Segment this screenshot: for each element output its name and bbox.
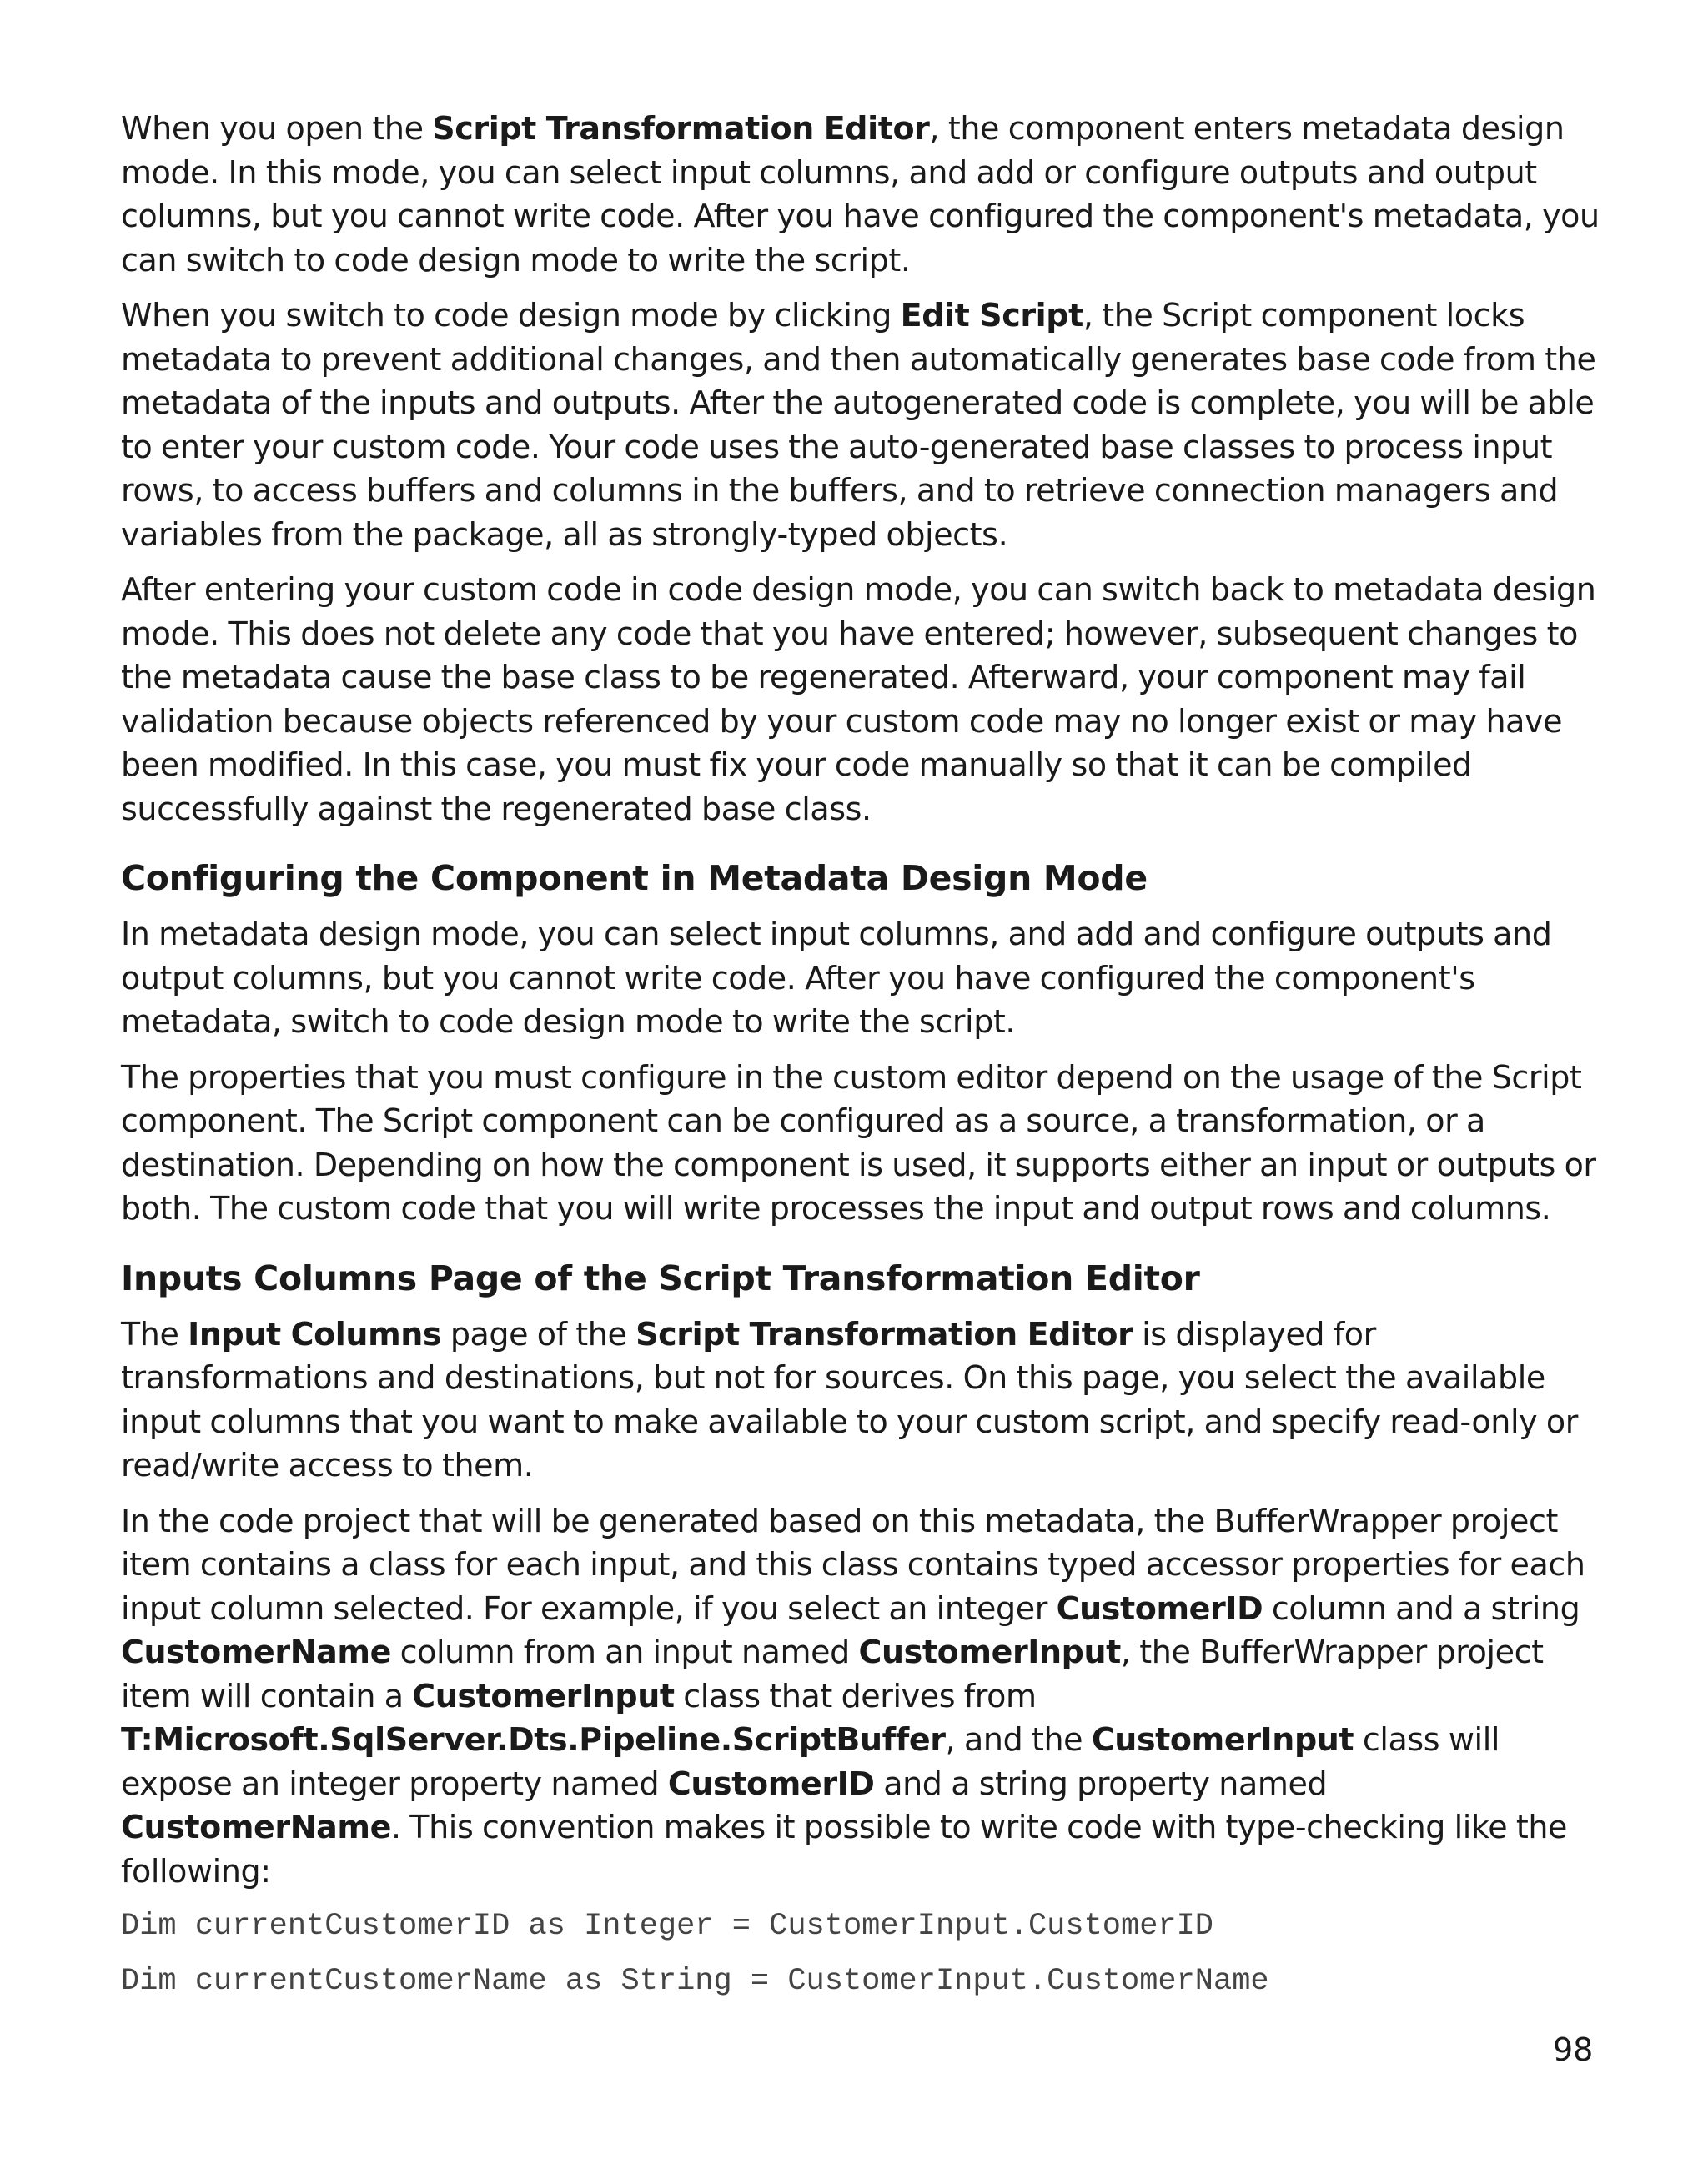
- paragraph: In metadata design mode, you can select input columns, and add and configure outputs and output columns, but you cannot write code. After you have configured the component's metadata, switch to code design mode to write the script.: [121, 916, 1552, 1040]
- bold-term: CustomerName: [121, 1809, 391, 1845]
- bold-term: CustomerID: [667, 1765, 875, 1802]
- paragraph: After entering your custom code in code design mode, you can switch back to metadata design mode. This does not delete any code that you have entered; however, subsequent changes to the metadata cause the base class to be regenerated. Afterward, your component may fail validation because objects referenced by your custom code may no longer exist or may have been modified. In this case, you must fix your code manually so that it can be compiled successfully against the regenerated base class.: [121, 571, 1596, 827]
- document-page: [121, 107, 1601, 2015]
- paragraph: In the code project that will be generated based on this metadata, the BufferWrapper project item contains a class for each input, and this class contains typed accessor properties for each input column selected. For example, if you select an integer CustomerID column and a string CustomerName column from an input named CustomerInput, the BufferWrapper project item will contain a CustomerInput class that derives from T:Microsoft.SqlServer.Dts.Pipeline.ScriptBuffer, and the CustomerInput class will expose an integer property named CustomerID and a string property named CustomerName. This convention makes it possible to write code with type-checking like the following:: [121, 1502, 1585, 1890]
- bold-term: T:Microsoft.SqlServer.Dts.Pipeline.ScriptBuffer: [121, 1721, 946, 1758]
- bold-term: CustomerInput: [858, 1634, 1121, 1670]
- section-heading: Inputs Columns Page of the Script Transformation Editor: [121, 1258, 1200, 1298]
- paragraph: The properties that you must configure in the custom editor depend on the usage of the Script component. The Script component can be configured as a source, a transformation, or a destination. Depending on how the component is used, it supports either an input or outputs or both. The custom code that you will write processes the input and output rows and columns.: [121, 1058, 1596, 1227]
- bold-term: CustomerInput: [412, 1677, 675, 1715]
- section-heading: Configuring the Component in Metadata Design Mode: [121, 858, 1148, 898]
- bold-term: Edit Script: [900, 297, 1083, 334]
- bold-term: CustomerInput: [1091, 1721, 1354, 1758]
- paragraph: The Input Columns page of the Script Transformation Editor is displayed for transformations and destinations, but not for sources. On this page, you select the available input columns that you want to make available to your custom script, and specify read-only or read/write access to them.: [121, 1315, 1578, 1484]
- bold-term: Script Transformation Editor: [635, 1315, 1133, 1353]
- bold-term: CustomerName: [121, 1634, 391, 1670]
- paragraph: When you open the Script Transformation Editor, the component enters metadata design mode. In this mode, you can select input columns, and add or configure outputs and output columns, but you cannot write code. After you have configured the component's metadata, you can switch to code design mode to write the script.: [121, 110, 1600, 279]
- bold-term: Input Columns: [188, 1315, 442, 1353]
- intro-paragraphs: [121, 107, 1601, 831]
- section-metadata-design-mode: [121, 856, 1601, 1231]
- page-number: 98: [1553, 2031, 1594, 2068]
- section-input-columns-page: [121, 1256, 1601, 2004]
- paragraph: When you switch to code design mode by clicking Edit Script, the Script component locks metadata to prevent additional changes, and then automatically generates base code from the metadata of the inputs and outputs. After the autogenerated code is complete, you will be able to enter your custom code. Your code uses the auto-generated base classes to process input rows, to access buffers and columns in the buffers, and to retrieve connection managers and variables from the package, all as strongly-typed objects.: [121, 297, 1596, 553]
- code-line: Dim currentCustomerName as String = CustomerInput.CustomerName: [121, 1964, 1269, 1999]
- bold-term: CustomerID: [1056, 1589, 1263, 1627]
- code-line: Dim currentCustomerID as Integer = CustomerInput.CustomerID: [121, 1909, 1214, 1944]
- bold-term: Script Transformation Editor: [432, 110, 930, 147]
